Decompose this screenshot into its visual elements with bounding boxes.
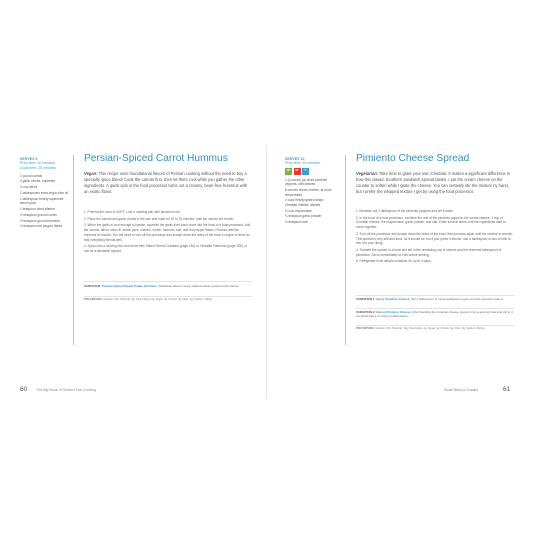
right-divider-3 [356, 325, 514, 326]
ingredient-item: 1 tablespoon freshly squeezed lemon juice [20, 196, 64, 206]
ingredient-item: 1 teaspoon dried cilantro [20, 206, 55, 211]
left-nutrition-text: Calories: 126; Total Fat: 9g; Total Carbs: 11g; Sugar: 3g; Protein: 3g; Fiber: 3g; Sodium: 118mg [103, 298, 213, 301]
left-diet-tag: Vegan: [84, 171, 98, 176]
right-nutrition [356, 327, 514, 331]
left-steps [84, 210, 252, 256]
left-sidebar [20, 157, 70, 230]
right-sidebar [285, 157, 335, 226]
right-nutrition-label: PER SERVING: [356, 327, 375, 330]
left-intro-text: This recipe uses foundational flavors of Persian cooking without the need to buy a specialty spice blend! Cook the carrots first, then let them cool while you gather the other ingredients. A quick spin in the food processor turns out a creamy, bean-free hummus with an exotic flavor. [84, 171, 248, 195]
left-nutrition-label: PER SERVING: [84, 298, 103, 301]
step-item: 3. When the garlic is cool enough to handle, squeeze the garlic from each clove into the bowl of a food processor. Add the carrots, tahini, olive oil, lemon juice, cilantro, cumin, turmeric, salt, and red pepper flakes. Process until the hummus is smooth. You will need to turn off the processor and scrape down the sides of the bowl a couple of times so that everything blends well. [84, 223, 251, 242]
right-divider [356, 295, 514, 296]
right-variation-1-text: Stir 1 tablespoon of minced jalapeño pepper into the spread in step 4. [411, 297, 504, 301]
right-page-number: 61 [503, 386, 511, 393]
left-intro [84, 171, 252, 195]
right-variation-2 [356, 310, 514, 319]
ingredient-item: 2 tablespoons extra-virgin olive oil [20, 190, 69, 195]
right-recipe-title: Pimiento Cheese Spread [356, 153, 470, 164]
step-item: 2. In the bowl of a food processor, combine the rest of the pimiento peppers, the cream cheese, 1 cup of Cheddar cheese, the mayonnaise, garlic powder, and salt. Pulse several times until the ingredients start to come together. [356, 215, 506, 230]
ingredient-item: ½ teaspoon ground cumin [20, 212, 57, 217]
left-prep-time: Prep time: 10 minutes [20, 161, 55, 166]
left-ingredient-list [20, 174, 70, 229]
ingredient-item: ⅓ cup mayonnaise [285, 208, 312, 213]
left-serves: SERVES 6 [20, 157, 38, 161]
left-variation-name: Persian-Spiced Sweet Potato Hummus: [101, 284, 158, 288]
left-variation-label: VARIATION: [84, 284, 102, 288]
ingredient-item: ¼ cup tahini [20, 185, 38, 190]
page-gutter [266, 147, 267, 399]
right-steps [356, 209, 514, 266]
step-item: 4. Transfer the spread to a bowl and stir in the remaining cup of cheese and the reserved tablespoon of pimientos. Serve immediately or chill before serving. [356, 247, 502, 257]
right-diet-tag: Vegetarian: [356, 171, 379, 176]
diet-badge-icon: V [302, 168, 309, 175]
step-item: 5. Refrigerate in an airtight container for up to 4 days. [356, 259, 432, 264]
ingredient-item: 8 ounces cream cheese, at room temperature [285, 188, 332, 197]
right-running-head: Small Bites & Snacks [444, 388, 479, 392]
right-variation-2-label: VARIATION 2: [356, 310, 376, 314]
ingredient-item: ½ teaspoon ground turmeric [20, 218, 60, 223]
ingredient-item: 2 cups freshly grated sharp Cheddar cheese, divided [285, 198, 324, 207]
ingredient-item: 1 pound carrots [20, 173, 43, 178]
step-item: 1. Measure out 1 tablespoon of the pimiento peppers and set it aside. [356, 209, 454, 213]
right-serves: SERVES 12 [285, 157, 305, 161]
right-accent-rule [345, 155, 346, 345]
right-intro [356, 171, 514, 195]
step-item: 4. Spoon into a serving dish and serve with Salted Fennel Crackers (page 184) or Versatile Flatbread (page 196), or use as a sandwich spread. [84, 244, 248, 253]
step-item: 2. Place the carrots and garlic cloves in the pan and roast for 20 to 25 minutes, until the carrots are tender. [84, 216, 234, 221]
left-divider-2 [84, 296, 252, 297]
ingredient-item: ⅛ teaspoon salt [285, 220, 308, 225]
right-variation-2-text: After blending the pimiento cheese, spoon it into a serving bowl and stir in 4 crumbled strips of crispy cooked bacon. [356, 310, 513, 319]
right-divider-2 [356, 308, 514, 309]
right-nutrition-text: Calories: 150; Total Fat: 13g; Total Carbs: 2g; Sugar: 1g; Protein: 6g; Fiber: 0g; Sodium: 242mg [375, 327, 485, 330]
left-running-head: The Big Book of Gluten-Free Cooking [36, 388, 96, 392]
ingredient-item: 1 (4-ounce) jar diced pimiento peppers, well drained [285, 178, 328, 187]
step-item: 3. Turn off the processor and scrape down the sides of the bowl, then process again until the mixture is smooth. This spread is very stiff and thick, as it should be, but if you prefer it thinner, use a tablespoon or two of milk to thin it to your liking. [356, 231, 514, 246]
right-ingredient-list [285, 178, 335, 225]
right-variation-1-label: VARIATION 1: [356, 297, 376, 301]
diet-badge-icon: ST [294, 168, 301, 175]
left-nutrition [84, 298, 252, 302]
step-item: 1. Preheat the oven to 425°F. Line a roasting pan with aluminum foil. [84, 210, 181, 214]
left-variation-text: Substitute about 2 cups mashed sweet potato for the carrots. [158, 284, 240, 288]
right-prep-time: Prep time: 20 minutes [285, 161, 320, 166]
left-divider [84, 281, 252, 282]
ingredient-item: 3 garlic cloves, unpeeled [20, 179, 56, 184]
ingredient-item: ¼ teaspoon garlic powder [285, 214, 322, 219]
right-variation-1 [356, 297, 514, 301]
left-page-number: 60 [20, 386, 28, 393]
right-variation-1-name: Spicy Pimiento Cheese: [376, 297, 411, 301]
left-recipe-title: Persian-Spiced Carrot Hummus [84, 153, 228, 164]
diet-badge-icon: NF [285, 168, 292, 175]
left-variation [84, 284, 252, 288]
right-diet-badges [285, 168, 335, 175]
left-cook-time: Cook time: 25 minutes [20, 166, 56, 170]
right-variation-2-name: Bacon Pimiento Cheese: [376, 310, 412, 314]
right-intro-text: Take time to grate your own Cheddar. It makes a significant difference in how this classic Southern sandwich spread tastes. I put the cream cheese on the counter to soften while I grate the cheese. You can certainly stir the mixture by hand, but I prefer the whipped texture I get by using the food processor. [356, 171, 510, 195]
left-accent-rule [73, 155, 74, 345]
ingredient-item: ¼ teaspoon red pepper flakes [20, 224, 63, 229]
